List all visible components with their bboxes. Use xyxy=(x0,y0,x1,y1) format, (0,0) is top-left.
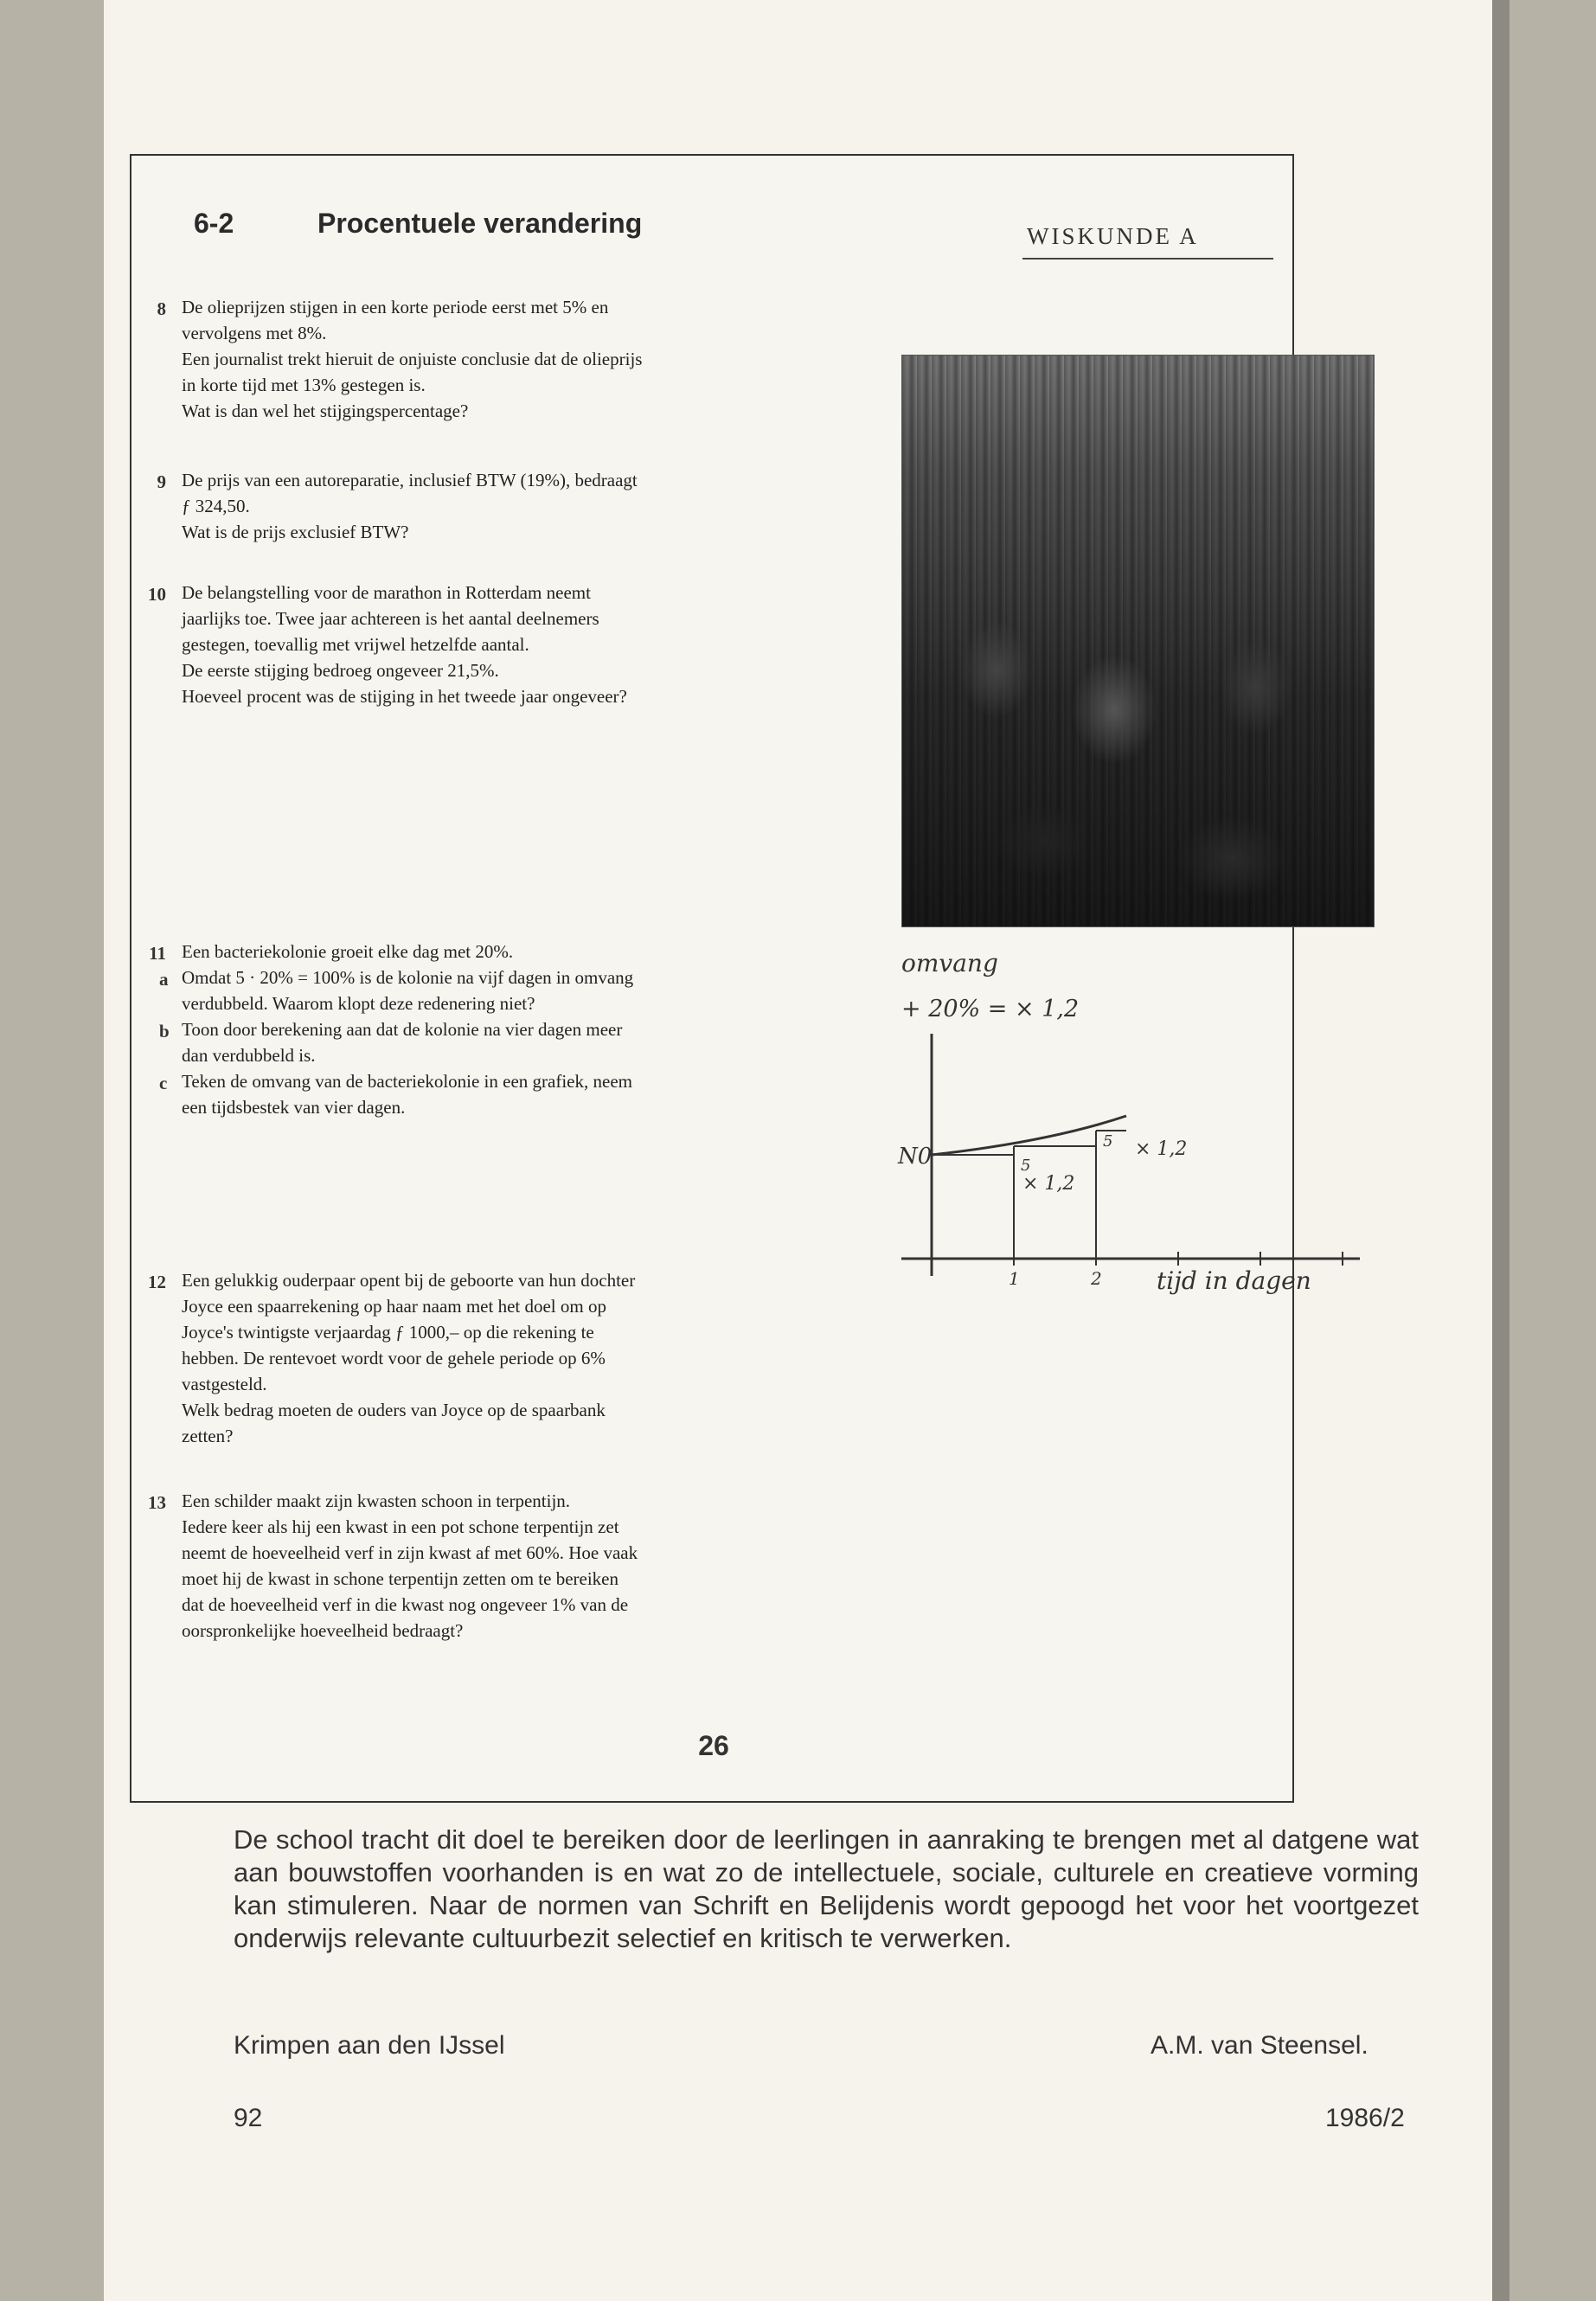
factor-label: × 1,2 xyxy=(1135,1138,1188,1160)
article-paragraph: De school tracht dit doel te bereiken door de leerlingen in aanraking te brengen met al datgene wat aan bouwstoffen voorhanden is en wat zo de intellectuele, sociale, culturele en creatieve vorming kan stimuleren. Naar de normen van Schrift en Belijdenis wordt gepoogd het voor het voortgezet onderwijs relevante cultuurbezit selectief en kritisch te verwerken. xyxy=(234,1824,1419,1953)
question-number: 12 xyxy=(148,1272,166,1292)
question-number: 13 xyxy=(148,1492,166,1513)
author-signature: A.M. van Steensel. xyxy=(1151,2031,1368,2060)
question-text: De prijs van een autoreparatie, inclusief BTW (19%), bedraagt ƒ 324,50. Wat is de prijs exclusief BTW? xyxy=(182,470,638,542)
worksheet-frame xyxy=(130,154,1311,1803)
growth-rule-label: + 20% = × 1,2 xyxy=(901,996,1080,1022)
question-text: Een schilder maakt zijn kwasten schoon in terpentijn. Iedere keer als hij een kwast in een pot schone terpentijn zet neemt de hoeveelheid verf in zijn kwast af met 60%. Hoe vaak moet hij de kwast in schone terpentijn zetten om te bereiken dat de hoeveelheid verf in die kwast nog ongeveer 1% van de oorspronkelijke hoeveelheid bedraagt? xyxy=(182,1490,638,1641)
part-label: b xyxy=(159,1021,170,1042)
marathon-photo xyxy=(901,355,1375,927)
page-edge-shadow xyxy=(1492,0,1509,2301)
x-tick-label: 1 xyxy=(1009,1268,1020,1289)
subject-label: WISKUNDE A xyxy=(1027,223,1199,249)
section-title: Procentuele verandering xyxy=(317,208,643,239)
part-label: c xyxy=(159,1073,168,1093)
question-text: De belangstelling voor de marathon in Rotterdam neemt jaarlijks toe. Twee jaar achtereen is het aantal deelnemers gestegen, toevallig met vrijwel hetzelfde aantal. De eerste stijging bedroeg ongeveer 21,5%. Hoeveel procent was de stijging in het tweede jaar ongeveer? xyxy=(182,582,627,707)
part-text: Toon door berekening aan dat de kolonie na vier dagen meer dan verdubbeld is. xyxy=(182,1019,623,1066)
question-text: Een gelukkig ouderpaar opent bij de geboorte van hun dochter Joyce een spaarrekening op haar naam met het doel om op Joyce's twintigste verjaardag ƒ 1000,– op die rekening te hebben. De rentevoet wordt voor de gehele periode op 6% vastgesteld. Welk bedrag moeten de ouders van Joyce op de spaarbank zetten? xyxy=(182,1270,636,1446)
question-number: 11 xyxy=(149,943,166,964)
question-number: 9 xyxy=(157,471,166,492)
y-axis-label: omvang xyxy=(901,949,998,977)
x-axis-label: tijd in dagen xyxy=(1157,1266,1311,1295)
growth-curve xyxy=(932,1116,1126,1155)
part-label: a xyxy=(159,969,169,990)
step-label: 5 xyxy=(1021,1157,1031,1175)
factor-label: × 1,2 xyxy=(1022,1173,1075,1195)
part-text: Teken de omvang van de bacteriekolonie in een grafiek, neem een tijdsbestek van vier dagen. xyxy=(182,1071,632,1118)
worksheet-page-number: 26 xyxy=(698,1730,729,1761)
question-text: Een bacteriekolonie groeit elke dag met 20%. xyxy=(182,941,514,962)
issue-folio: 1986/2 xyxy=(1325,2104,1405,2132)
part-text: Omdat 5 · 20% = 100% is de kolonie na vijf dagen in omvang verdubbeld. Waarom klopt deze redenering niet? xyxy=(182,967,634,1014)
header-rule xyxy=(1022,258,1273,260)
n0-label: N0 xyxy=(898,1144,933,1170)
place-signature: Krimpen aan den IJssel xyxy=(234,2031,505,2060)
x-tick-label: 2 xyxy=(1091,1268,1102,1289)
growth-sketch-graph xyxy=(893,947,1377,1328)
section-number: 6-2 xyxy=(194,208,234,239)
question-number: 8 xyxy=(157,298,166,319)
step-label: 5 xyxy=(1103,1132,1113,1150)
page-folio: 92 xyxy=(234,2104,263,2132)
question-text: De olieprijzen stijgen in een korte periode eerst met 5% en vervolgens met 8%. Een journalist trekt hieruit de onjuiste conclusie dat de olieprijs in korte tijd met 13% gestegen is. Wat is dan wel het stijgingspercentage? xyxy=(182,297,643,421)
question-number: 10 xyxy=(148,584,166,605)
